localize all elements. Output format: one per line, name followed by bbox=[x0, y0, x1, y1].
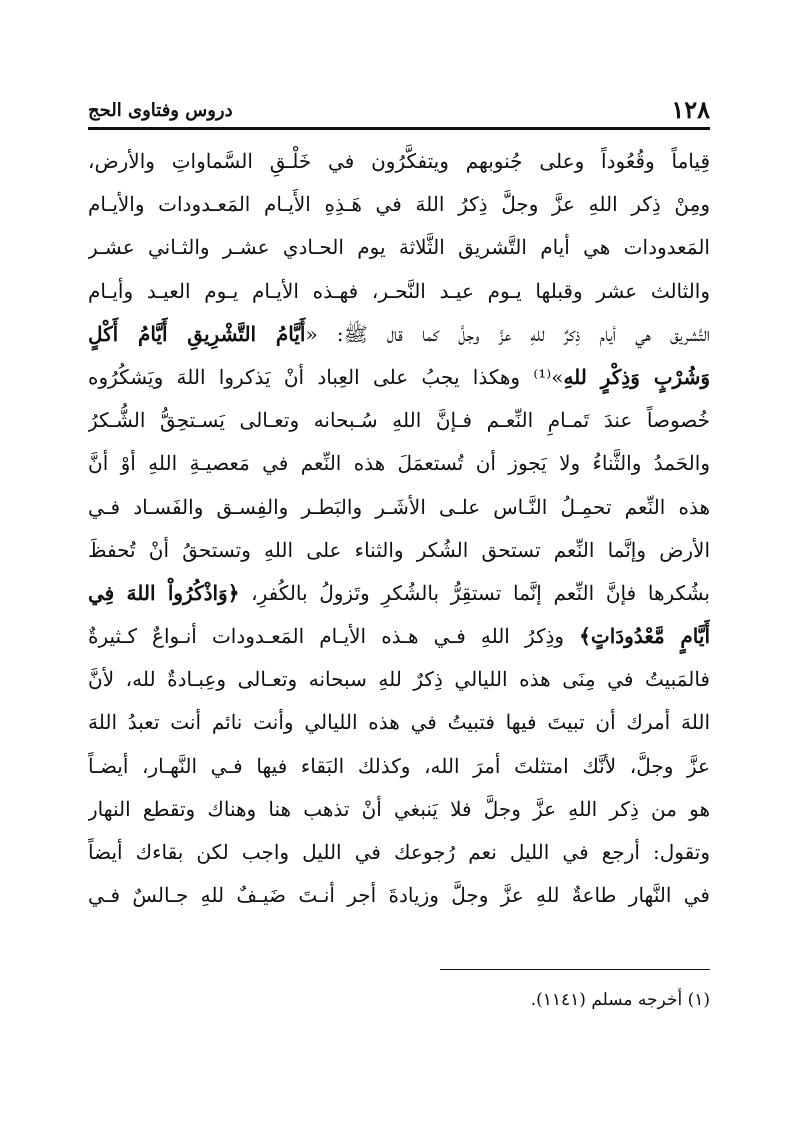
quran-verse: ﴿وَاذْكُرُواْ اللهَ فِي bbox=[88, 580, 240, 605]
text-line: عزَّ وجلَّ، لأنَّك امتثلتَ أمرَ الله، وكذلك البَقاء فيها فـي النَّهـار، أيضـاً bbox=[88, 753, 710, 778]
text-line: وتقول: أرجع في الليل نعم رُجوعك في الليل واجب لكن بقاءك أيضاً bbox=[88, 840, 710, 864]
text-line: هذه النِّعم تحمِـلُ النَّـاس علـى الأشَـر والبَطـر والفِسـق والفَسـاد فـي bbox=[88, 494, 710, 519]
text-line: وَشُرْبٍ وَذِكْرٍ للهِ»⁽¹⁾ وهكذا يجبُ على العِباد أنْ يَذكروا اللهَ ويَشكُرُوه bbox=[88, 364, 710, 389]
text-line: فالمَبيتُ في مِنَى هذه الليالي ذِكرٌ للهِ سبحانه وتعـالى وعِبـادةٌ لله، لأنَّ bbox=[88, 667, 710, 692]
quran-verse: أَيَّامٍ مَّعْدُودَاتٍ﴾ bbox=[579, 624, 710, 649]
hadith-quote: وَشُرْبٍ وَذِكْرٍ للهِ bbox=[563, 364, 710, 389]
body-paragraph bbox=[88, 140, 710, 917]
text-line: اللهَ أمرك أن تبيتَ فيها فتبيتُ في هذه الليالي وأنت نائم أنت تعبدُ اللهَ bbox=[88, 710, 710, 735]
hadith-quote: أَيَّامُ التَّشْرِيقِ أَيَّامُ أَكْلٍ bbox=[88, 321, 306, 346]
text-line: قِياماً وقُعُوداً وعلى جُنوبهم ويتفكَّرُون في خَلْـقِ السَّماواتِ والأرض، bbox=[88, 149, 710, 173]
page-header bbox=[88, 88, 710, 124]
text-line: خُصوصاً عندَ تَمـامِ النِّعـم فـإنَّ اللهِ سُـبحانه وتعـالى يَسـتحِقُّ الشُّـكرُ bbox=[88, 408, 710, 433]
text-line: المَعدودات هي أيام التَّشريق الثَّلاثة يوم الحـادي عشـر والثـاني عشـر bbox=[88, 235, 710, 260]
text-line: أَيَّامٍ مَّعْدُودَاتٍ﴾ وذِكرُ اللهِ فـي هـذه الأيـام المَعـدودات أنـواعٌ كـثيرةٌ bbox=[88, 624, 710, 649]
text-line: بشُكرها فإنَّ النِّعم إنَّما تستقِرُّ بالشُكرِ وتَزولُ بالكُفرِ، ﴿وَاذْكُرُواْ اللهَ فِي bbox=[88, 580, 710, 605]
text-line: والثالث عشر وقبلها يـوم عيـد النَّحـر، فهـذه الأيـام يـوم العيـد وأيـام bbox=[88, 278, 710, 303]
text-line: الأرض وإنَّما النِّعم تستحق الشُكر والثناء على اللهِ وتستحقُ أنْ تُحفظَ bbox=[88, 537, 710, 562]
footnote-divider bbox=[440, 969, 710, 970]
footnote: (١) أخرجه مسلم (١١٤١). bbox=[530, 990, 710, 1010]
text-line: والحَمدُ والثَّناءُ ولا يَجوز أن تُستعمَلَ هذه النِّعم في مَعصيـةِ اللهِ أوْ أنَّ bbox=[88, 451, 710, 476]
text-line: هو من ذِكر اللهِ عزَّ وجلَّ فلا يَنبغي أنْ تذهب هنا وهناك وتقطع النهار bbox=[88, 796, 710, 821]
text-line: ومِنْ ذِكر اللهِ عزَّ وجلَّ ذِكرُ اللهَ في هَـذِهِ الأَيـام المَعـدودات والأيـام bbox=[88, 192, 710, 217]
text-line: التَّشريق هي أيام ذِكرٌ للهِ عزَّ وجلَّ كما قال ﷺ: «أَيَّامُ التَّشْرِيقِ أَيَّامُ أَكْلٍ bbox=[88, 321, 710, 346]
page-number: ١٢٨ bbox=[671, 95, 710, 124]
text-line: في النَّهار طاعةٌ للهِ عزَّ وجلَّ وزيادةَ أجر أنـتَ ضَيـفٌ للهِ جـالسٌ فـي bbox=[88, 883, 710, 908]
running-title: دروس وفتاوى الحج bbox=[88, 100, 233, 121]
header-divider bbox=[88, 127, 710, 130]
